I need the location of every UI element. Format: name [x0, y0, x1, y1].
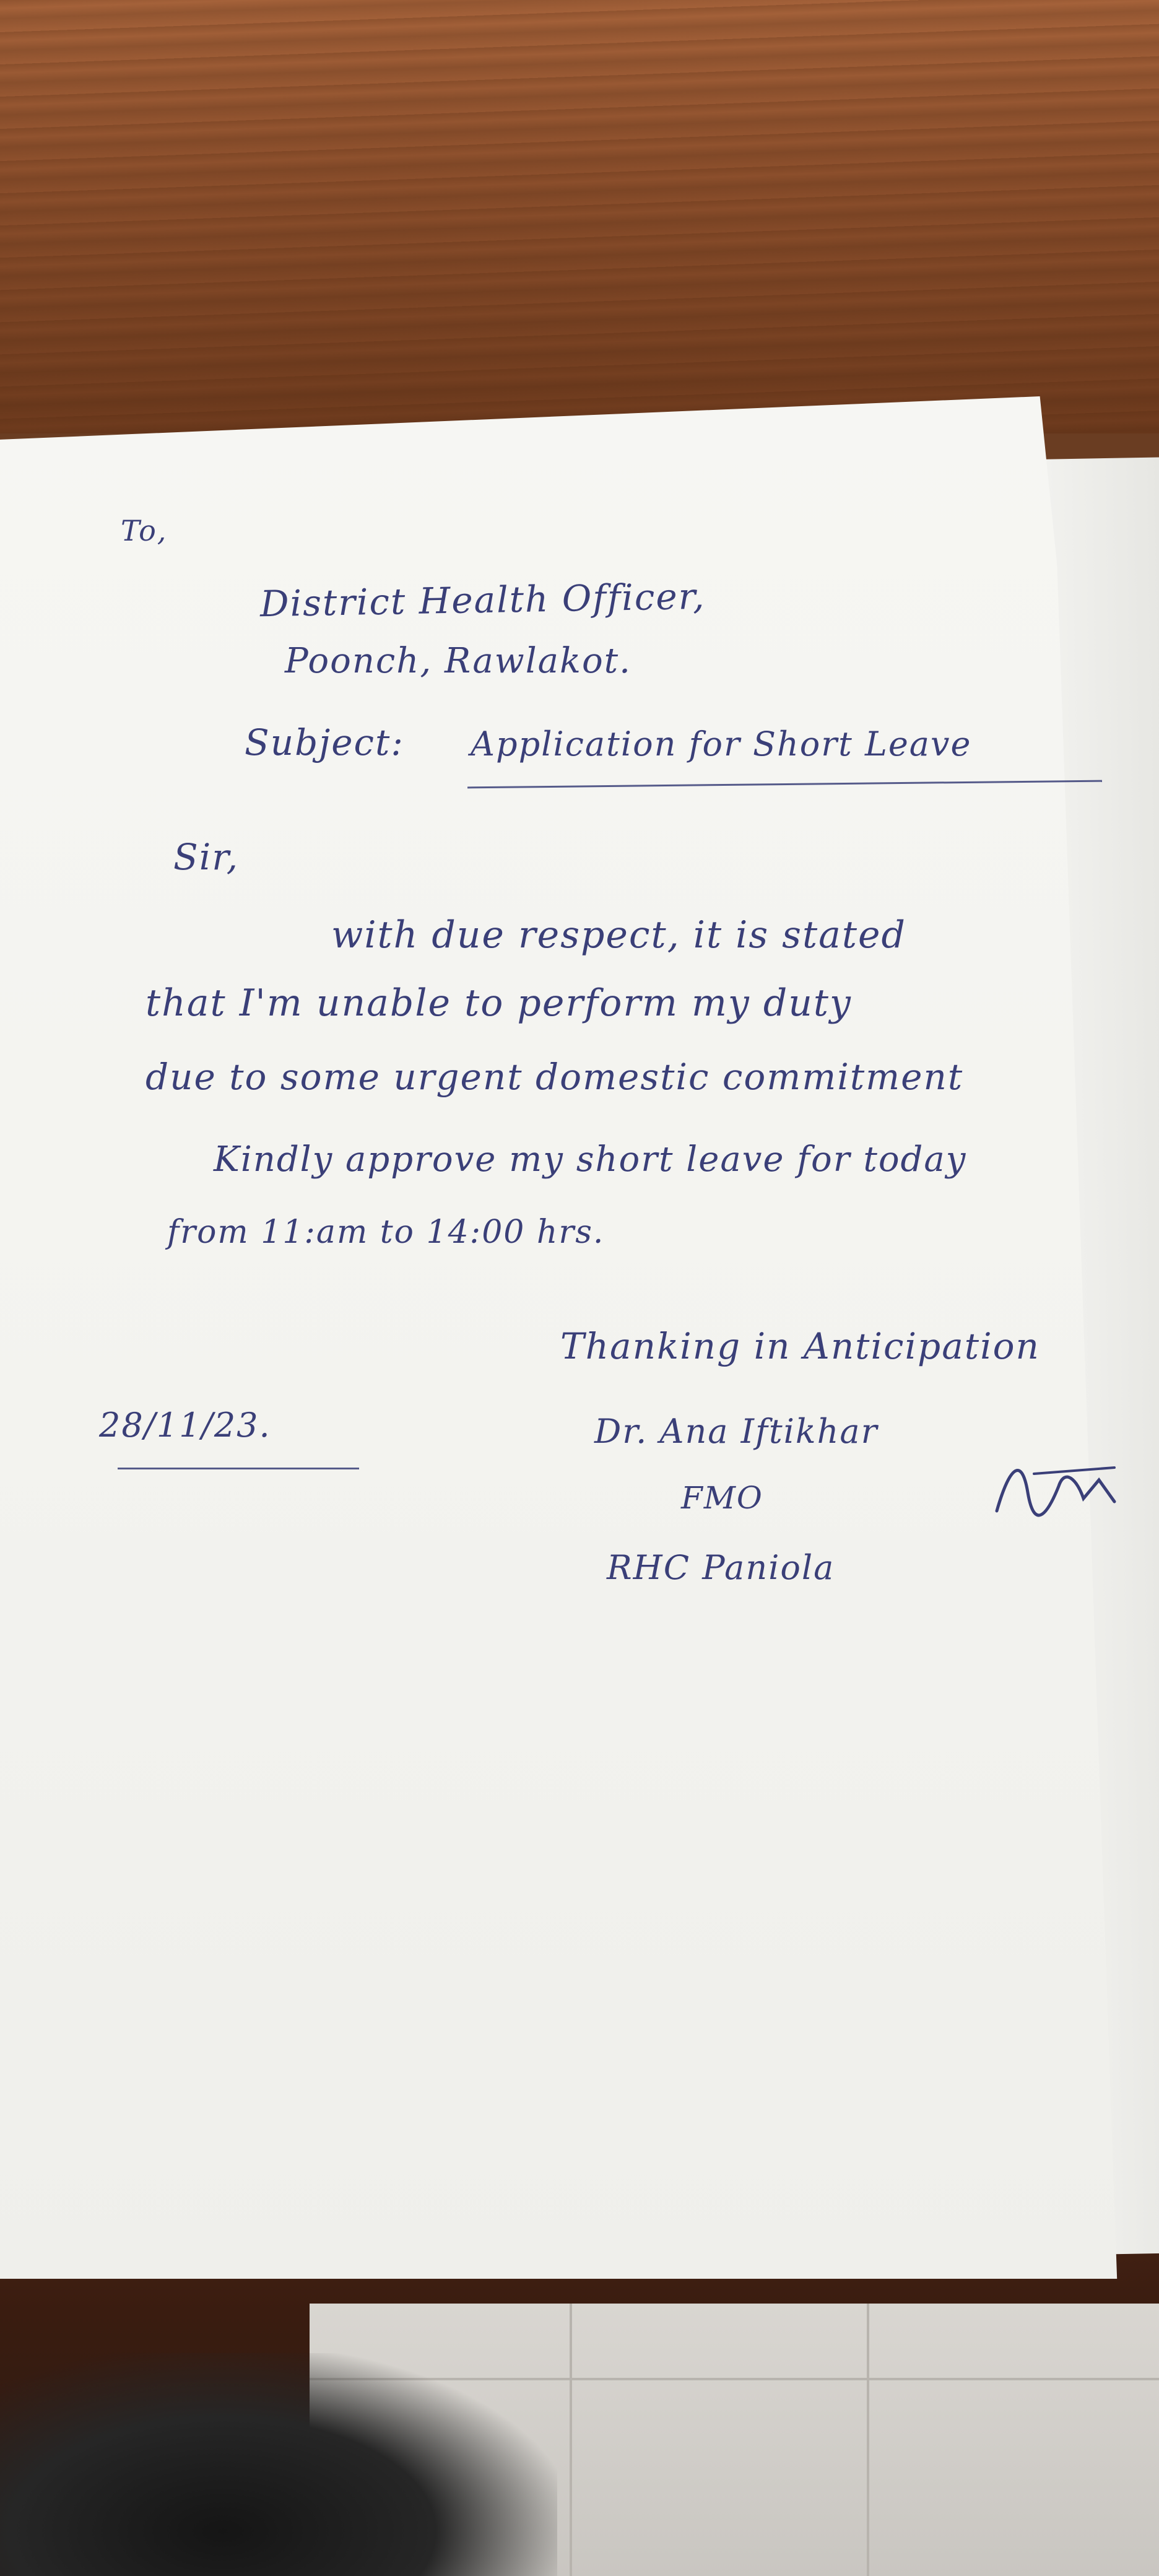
body-line-2: that I'm unable to perform my duty [145, 981, 852, 1025]
closing: Thanking in Anticipation [560, 1325, 1040, 1367]
wooden-desk-surface [0, 0, 1159, 433]
sender-title: FMO [681, 1480, 763, 1516]
sender-name: Dr. Ana Iftikhar [594, 1412, 879, 1451]
signature-mark [991, 1443, 1127, 1530]
body-line-1: with due respect, it is stated [331, 913, 906, 957]
sender-place: RHC Paniola [607, 1548, 835, 1587]
body-line-3: due to some urgent domestic commitment [145, 1056, 964, 1098]
letter-date: 28/11/23. [99, 1406, 271, 1445]
salutation: Sir, [173, 836, 240, 878]
date-underline [118, 1468, 359, 1469]
letter-to: To, [121, 514, 168, 547]
body-line-4: Kindly approve my short leave for today [214, 1139, 967, 1180]
recipient-line-1: District Health Officer, [259, 575, 706, 625]
dark-shadow-foreground [0, 2353, 557, 2576]
body-line-5: from 11:am to 14:00 hrs. [167, 1214, 605, 1251]
subject-text: Application for Short Leave [471, 724, 972, 764]
recipient-line-2: Poonch, Rawlakot. [285, 641, 632, 681]
subject-label: Subject: [245, 721, 404, 764]
